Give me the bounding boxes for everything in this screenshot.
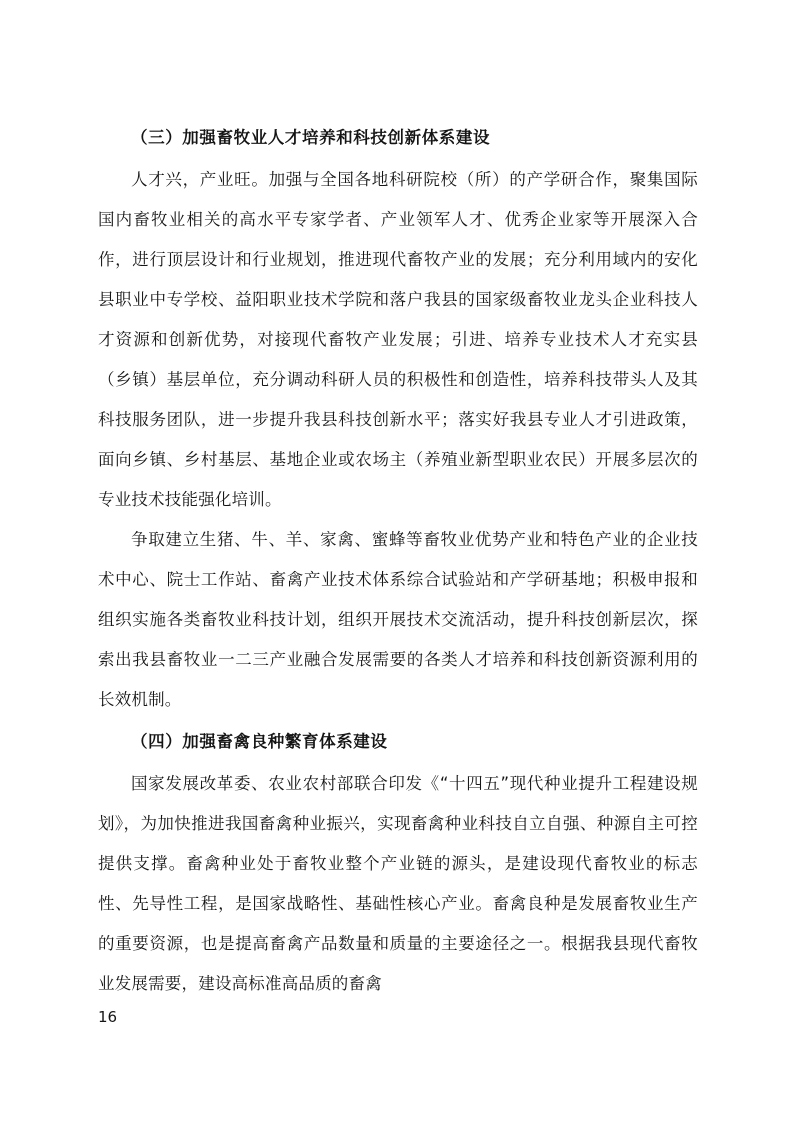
- paragraph-technology-centers: 争取建立生猪、牛、羊、家禽、蜜蜂等畜牧业优势产业和特色产业的企业技术中心、院士工作站、畜禽产业技术体系综合试验站和产学研基地；积极申报和组织实施各类畜牧业科技计划，组织开展技术交流活动，提升科技创新层次，探索出我县畜牧业一二三产业融合发展需要的各类人才培养和科技创新资源利用的长效机制。: [98, 530, 698, 709]
- paragraph-breeding-system: 国家发展改革委、农业农村部联合印发《“十四五”现代种业提升工程建设规划》，为加快推进我国畜禽种业振兴，实现畜禽种业科技自立自强、种源自主可控提供支撑。畜禽种业处于畜牧业整个产业链的源头，是建设现代畜牧业的标志性、先导性工程，是国家战略性、基础性核心产业。畜禽良种是发展畜牧业生产的重要资源，也是提高畜禽产品数量和质量的主要途径之一。根据我县现代畜牧业发展需要，建设高标准高品质的畜禽: [98, 774, 698, 993]
- page-number: 16: [98, 1008, 118, 1026]
- paragraph-talent-cooperation: 人才兴，产业旺。加强与全国各地科研院校（所）的产学研合作，聚集国际国内畜牧业相关的高水平专家学者、产业领军人才、优秀企业家等开展深入合作，进行顶层设计和行业规划，推进现代畜牧产业的发展；充分利用域内的安化县职业中专学校、益阳职业技术学院和落户我县的国家级畜牧业龙头企业科技人才资源和创新优势，对接现代畜牧产业发展；引进、培养专业技术人才充实县（乡镇）基层单位，充分调动科研人员的积极性和创造性，培养科技带头人及其科技服务团队，进一步提升我县科技创新水平；落实好我县专业人才引进政策，面向乡镇、乡村基层、基地企业或农场主（养殖业新型职业农民）开展多层次的专业技术技能强化培训。: [98, 170, 698, 509]
- section-heading-four: （四）加强畜禽良种繁育体系建设: [131, 732, 388, 751]
- section-heading-three: （三）加强畜牧业人才培养和科技创新体系建设: [131, 128, 491, 147]
- document-body: [98, 118, 698, 1004]
